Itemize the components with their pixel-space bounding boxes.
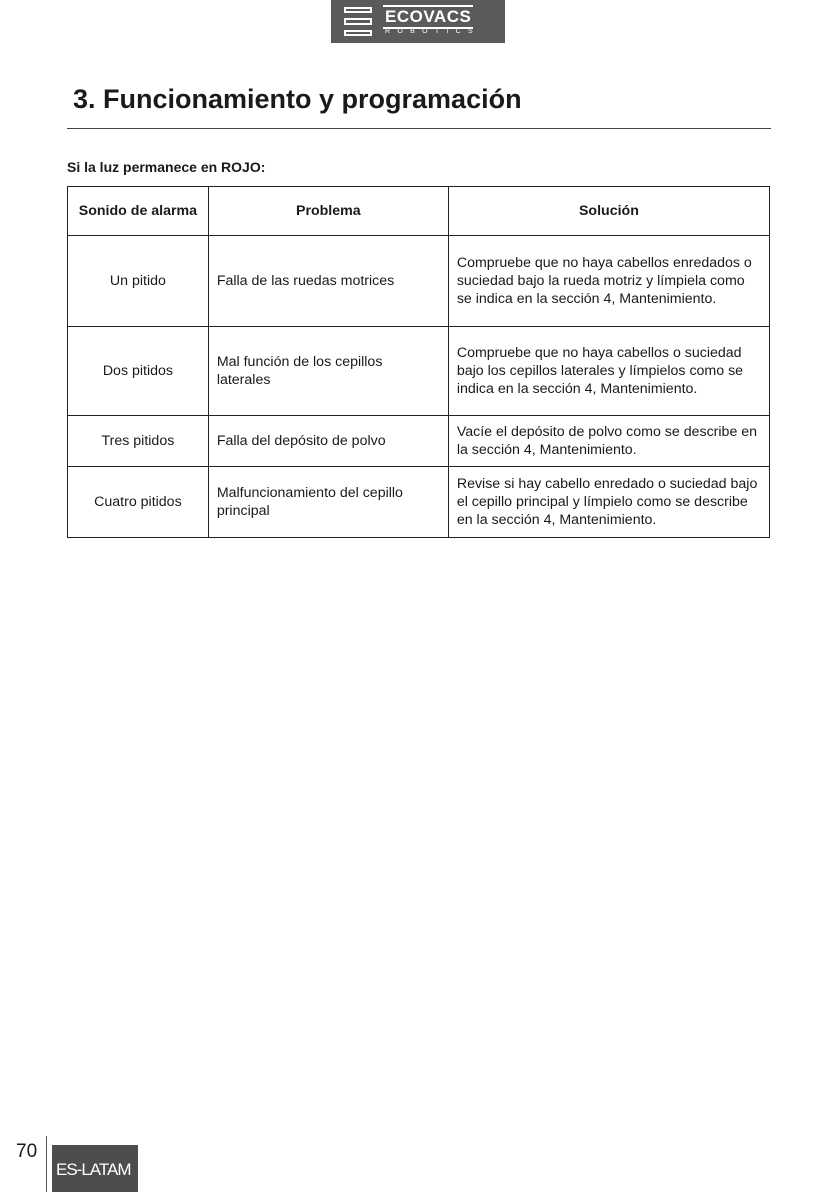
problem-cell: Malfuncionamiento del cepillo principal	[208, 467, 448, 538]
title-divider	[67, 128, 771, 129]
solution-cell: Vacíe el depósito de polvo como se describe en la sección 4, Mantenimiento.	[448, 416, 769, 467]
solution-cell: Compruebe que no haya cabellos o suciedad bajo los cepillos laterales y límpielos como se indica en la sección 4, Mantenimiento.	[448, 327, 769, 416]
troubleshooting-table	[67, 186, 770, 538]
brand-logo	[331, 0, 505, 43]
solution-cell: Revise si hay cabello enredado o suciedad bajo el cepillo principal y límpielo como se describe en la sección 4, Mantenimiento.	[448, 467, 769, 538]
table-row	[68, 416, 770, 467]
alarm-sound-cell: Dos pitidos	[68, 327, 209, 416]
page-title: 3. Funcionamiento y programación	[73, 84, 522, 114]
table-row	[68, 327, 770, 416]
table-header-row	[68, 187, 770, 236]
section-heading: Si la luz permanece en ROJO:	[67, 159, 266, 175]
solution-cell: Compruebe que no haya cabellos enredados o suciedad bajo la rueda motriz y límpiela como se indica en la sección 4, Mantenimiento.	[448, 236, 769, 327]
column-header-problem: Problema	[208, 187, 448, 236]
problem-cell: Falla del depósito de polvo	[208, 416, 448, 467]
locale-badge: ES-LATAM	[52, 1145, 138, 1192]
column-header-sound: Sonido de alarma	[68, 187, 209, 236]
table-row	[68, 467, 770, 538]
alarm-sound-cell: Un pitido	[68, 236, 209, 327]
alarm-sound-cell: Tres pitidos	[68, 416, 209, 467]
ecovacs-logo-icon	[344, 7, 372, 36]
page-number: 70	[16, 1141, 38, 1162]
alarm-sound-cell: Cuatro pitidos	[68, 467, 209, 538]
footer-divider	[46, 1136, 47, 1192]
brand-subtitle: ROBOTICS	[385, 28, 480, 35]
column-header-solution: Solución	[448, 187, 769, 236]
problem-cell: Falla de las ruedas motrices	[208, 236, 448, 327]
brand-name: ECOVACS	[383, 5, 473, 29]
problem-cell: Mal función de los cepillos laterales	[208, 327, 448, 416]
table-row	[68, 236, 770, 327]
